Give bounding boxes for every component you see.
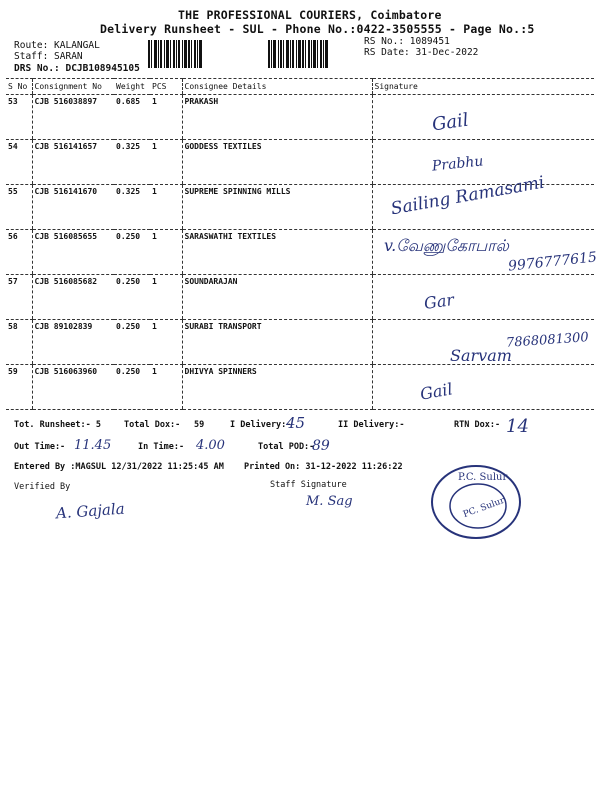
handwritten-phone-58: 7868081300 (505, 330, 590, 351)
rs-barcode (268, 40, 358, 68)
stamp-center-text: PC. Sulur (461, 495, 507, 521)
cell-pcs: 1 (150, 230, 182, 275)
col-header-consignment: Consignment No (32, 79, 114, 95)
total-dox-value: 59 (194, 420, 205, 430)
cell-signature (372, 95, 594, 140)
handwritten-signature-55: Sailing Ramasami (389, 172, 546, 220)
in-time-value: 4.00 (196, 438, 225, 453)
cell-consignee: SARASWATHI TEXTILES (182, 230, 372, 275)
staff-label: Staff: SARAN (14, 51, 83, 62)
total-pod-value: 89 (312, 438, 330, 454)
cell-consignment: CJB 89102839 (32, 320, 114, 365)
handwritten-signature-53: Gail (430, 109, 470, 136)
cell-weight: 0.250 (114, 320, 150, 365)
rtn-dox-label: RTN Dox:- (454, 420, 501, 430)
cell-consignee: DHIVYA SPINNERS (182, 365, 372, 410)
col-header-signature: Signature (372, 79, 594, 95)
cell-weight: 0.250 (114, 275, 150, 320)
handwritten-signature-59: Gail (418, 379, 454, 404)
rtn-dox-value: 14 (506, 416, 529, 437)
table-header-row (6, 79, 594, 95)
cell-weight: 0.250 (114, 230, 150, 275)
runsheet-subtitle: Delivery Runsheet - SUL - Phone No.:0422-3505555 - Page No.:5 (100, 22, 535, 36)
cell-pcs: 1 (150, 275, 182, 320)
col-header-pcs: PCS (150, 79, 182, 95)
col-header-consignee: Consignee Details (182, 79, 372, 95)
printed-on: Printed On: 31-12-2022 11:26:22 (244, 462, 403, 472)
cell-sno: 56 (6, 230, 32, 275)
cell-pcs: 1 (150, 365, 182, 410)
cell-consignee: SOUNDARAJAN (182, 275, 372, 320)
staff-signature-label: Staff Signature (270, 480, 347, 490)
cell-signature (372, 365, 594, 410)
handwritten-signature-56: v.வேணுகோபால் (384, 236, 509, 255)
handwritten-signature-58: Sarvam (450, 346, 512, 365)
verified-by-label: Verified By (14, 482, 71, 492)
table-row (6, 275, 594, 320)
cell-consignee: PRAKASH (182, 95, 372, 140)
cell-consignee: GODDESS TEXTILES (182, 140, 372, 185)
col-header-sno: S No (6, 79, 32, 95)
out-time-label: Out Time:- (14, 442, 66, 452)
table-row (6, 365, 594, 410)
total-dox-label: Total Dox:- (124, 420, 181, 430)
cell-sno: 59 (6, 365, 32, 410)
cell-signature (372, 275, 594, 320)
handwritten-signature-57: Gar (422, 290, 456, 313)
cell-sno: 57 (6, 275, 32, 320)
cell-consignee: SURABI TRANSPORT (182, 320, 372, 365)
i-delivery-label: I Delivery:- (230, 420, 292, 430)
col-header-weight: Weight (114, 79, 150, 95)
rs-number: RS No.: 1089451 (364, 36, 450, 47)
cell-consignment: CJB 516038897 (32, 95, 114, 140)
office-stamp (428, 462, 524, 542)
total-pod-label: Total POD:- (258, 442, 315, 452)
drs-number: DRS No.: DCJB108945105 (14, 63, 140, 74)
entered-by: Entered By :MAGSUL 12/31/2022 11:25:45 AM (14, 462, 224, 472)
cell-consignee: SUPREME SPINNING MILLS (182, 185, 372, 230)
cell-weight: 0.325 (114, 185, 150, 230)
i-delivery-value: 45 (286, 414, 306, 432)
tot-runsheet: Tot. Runsheet:- 5 (14, 420, 101, 430)
cell-pcs: 1 (150, 140, 182, 185)
in-time-label: In Time:- (138, 442, 185, 452)
drs-barcode (148, 40, 226, 68)
cell-sno: 55 (6, 185, 32, 230)
cell-consignment: CJB 516141670 (32, 185, 114, 230)
cell-weight: 0.250 (114, 365, 150, 410)
cell-pcs: 1 (150, 95, 182, 140)
cell-pcs: 1 (150, 185, 182, 230)
cell-consignment: CJB 516141657 (32, 140, 114, 185)
cell-consignment: CJB 516085682 (32, 275, 114, 320)
company-title: THE PROFESSIONAL COURIERS, Coimbatore (178, 8, 442, 22)
cell-consignment: CJB 516063960 (32, 365, 114, 410)
cell-sno: 53 (6, 95, 32, 140)
stamp-top-text: P.C. Sulur (458, 472, 508, 483)
cell-sno: 54 (6, 140, 32, 185)
cell-weight: 0.325 (114, 140, 150, 185)
cell-consignment: CJB 516085655 (32, 230, 114, 275)
verified-signature: A. Gajala (55, 499, 126, 523)
handwritten-signature-54: Prabhu (431, 153, 485, 175)
handwritten-phone-56: 9976777615 (507, 249, 598, 275)
cell-pcs: 1 (150, 320, 182, 365)
out-time-value: 11.45 (74, 438, 112, 453)
table-row (6, 95, 594, 140)
ii-delivery-label: II Delivery:- (338, 420, 405, 430)
cell-weight: 0.685 (114, 95, 150, 140)
cell-sno: 58 (6, 320, 32, 365)
rs-date: RS Date: 31-Dec-2022 (364, 47, 479, 58)
staff-signature: M. Sag (306, 494, 353, 509)
table-row (6, 140, 594, 185)
route-label: Route: KALANGAL (14, 40, 100, 51)
